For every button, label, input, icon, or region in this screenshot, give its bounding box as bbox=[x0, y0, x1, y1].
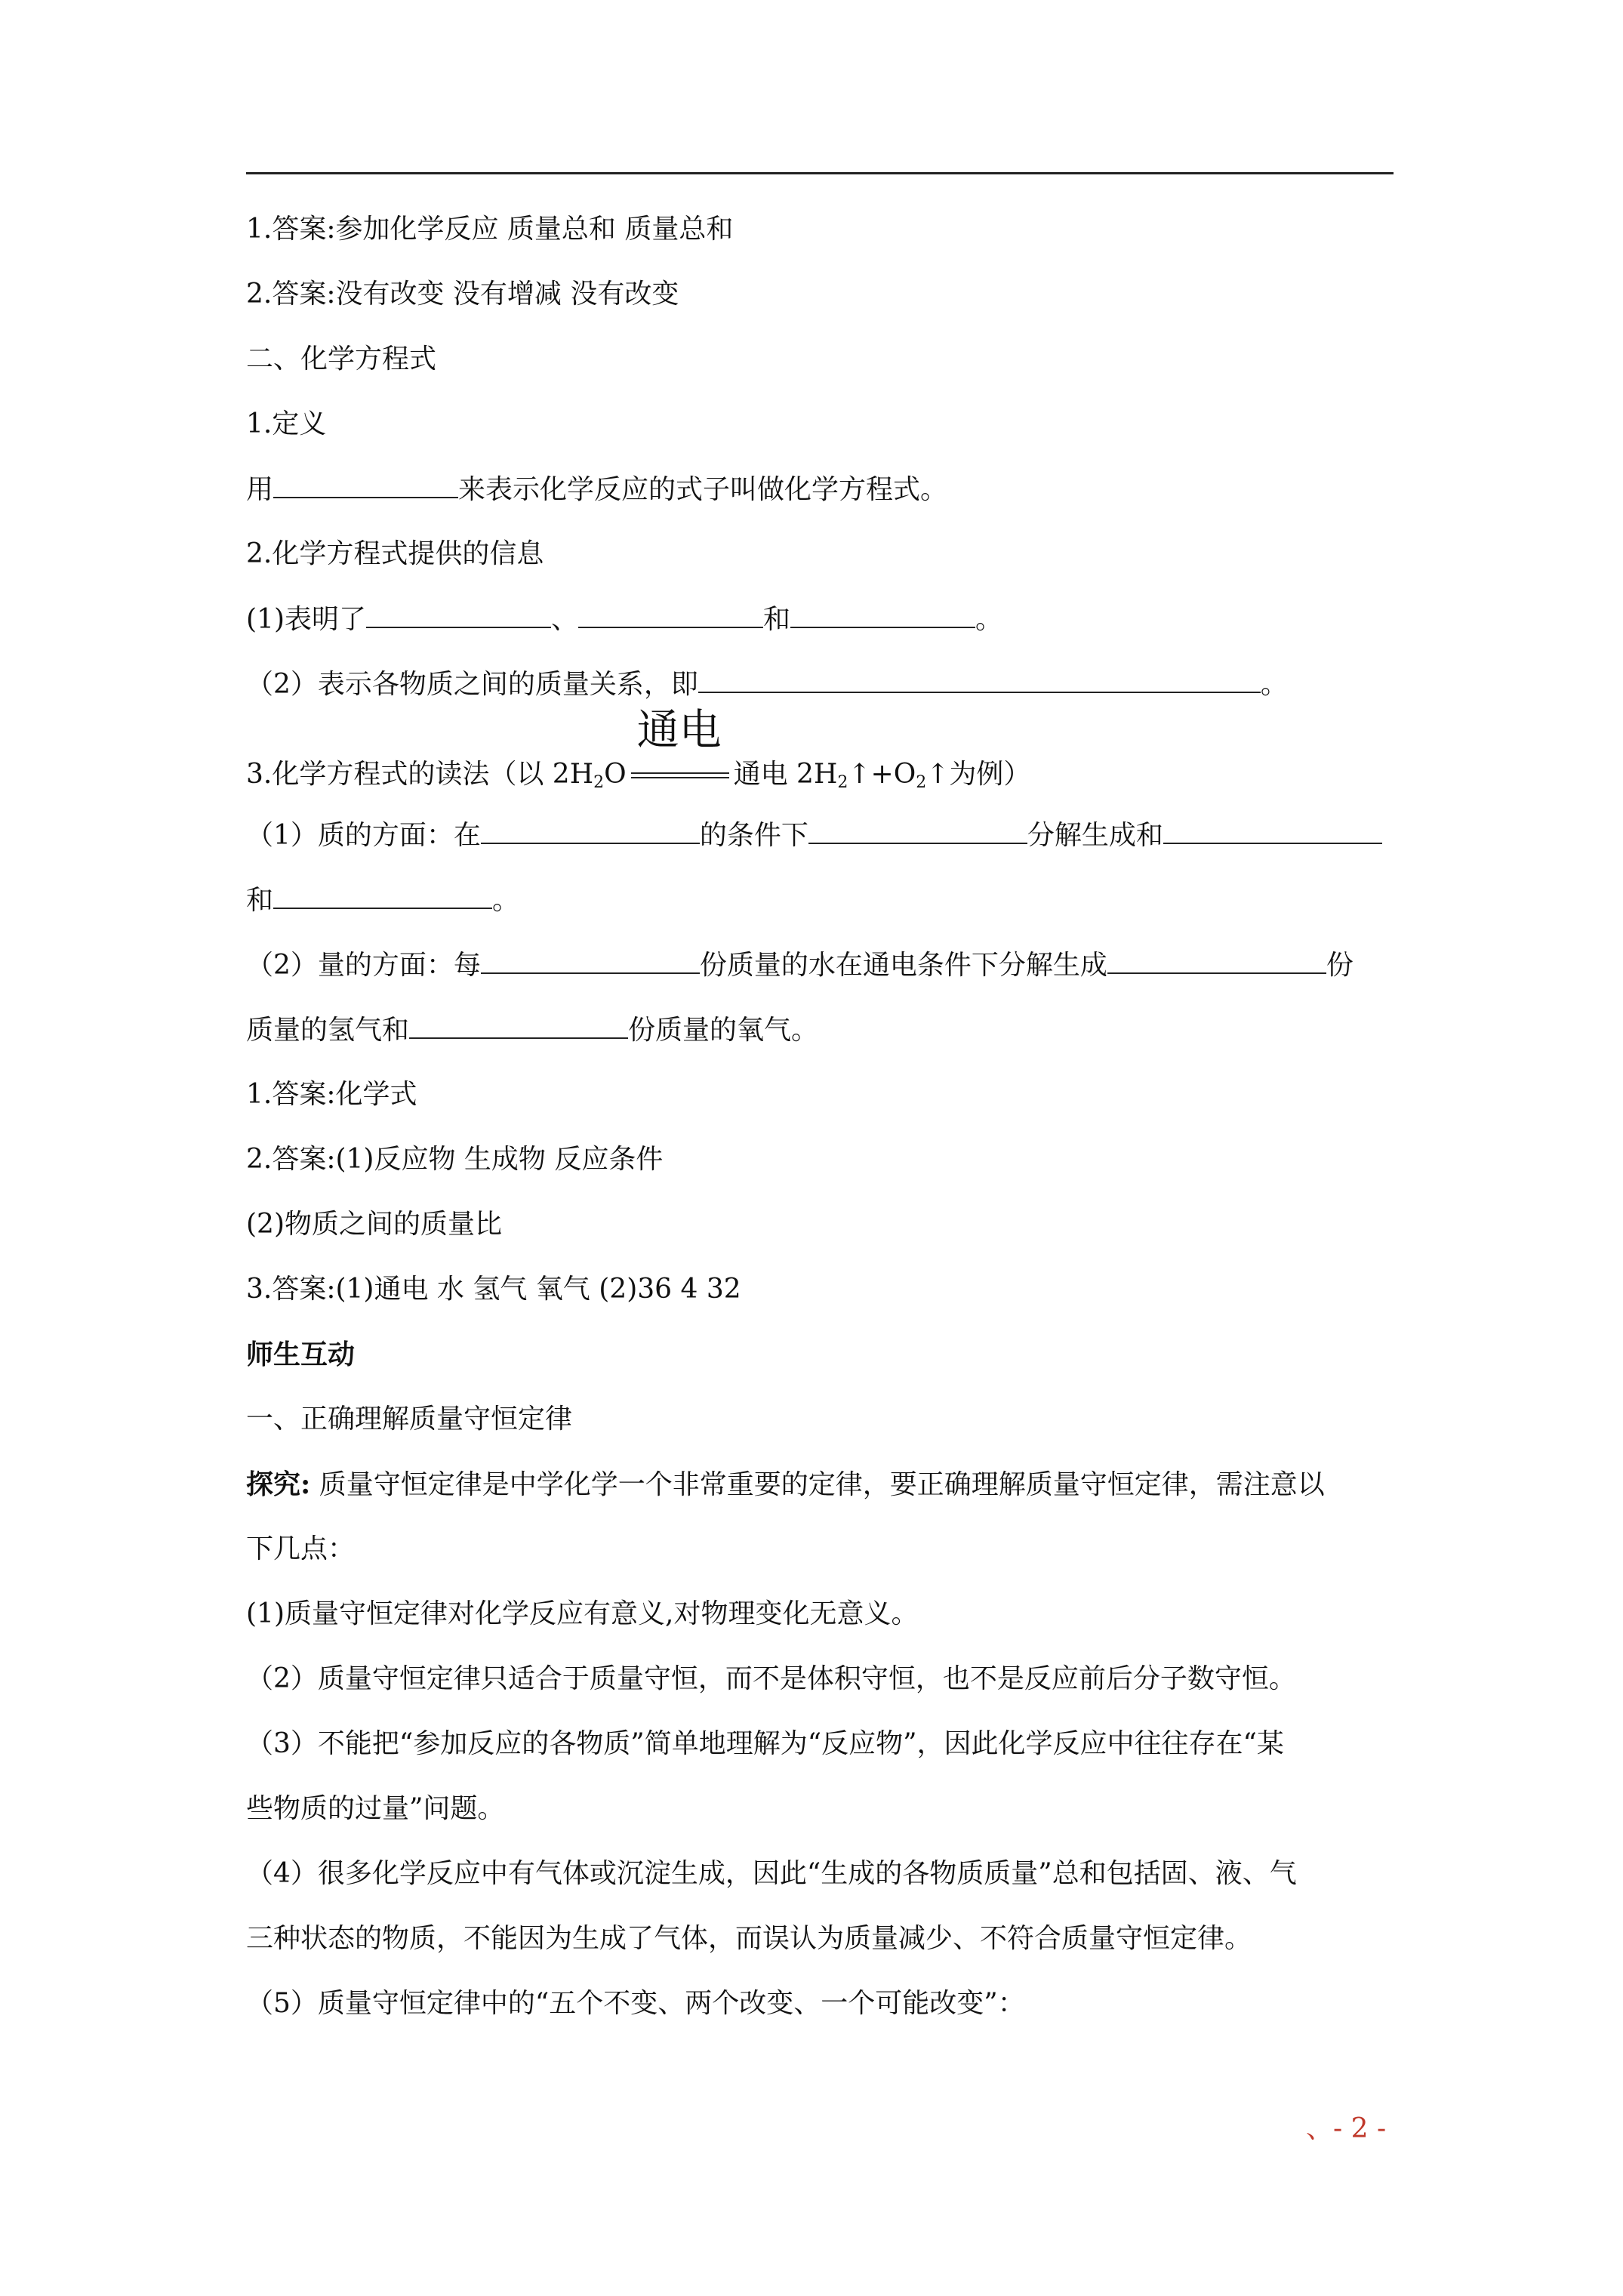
text: 。 bbox=[492, 885, 520, 916]
answer-reading: 3.答案:(1)通电 水 氢气 氧气 (2)36 4 32 bbox=[246, 1274, 741, 1305]
text: （2）表示各物质之间的质量关系，即 bbox=[246, 669, 698, 700]
quantity-line-2 bbox=[246, 1007, 1424, 1052]
text: 3.化学方程式的读法（以 2H bbox=[246, 759, 594, 790]
point-3-line-1: （3）不能把“参加反应的各物质”简单地理解为“反应物”，因此化学反应中往往存在“某 bbox=[246, 1728, 1284, 1759]
answer-info-1: 2.答案:(1)反应物 生成物 反应条件 bbox=[246, 1144, 664, 1175]
answer-info-2: (2)物质之间的质量比 bbox=[246, 1209, 502, 1240]
text: 质量的氢气和 bbox=[246, 1015, 410, 1046]
answer-line-1: 1.答案:参加化学反应 质量总和 质量总和 bbox=[246, 214, 734, 245]
reaction-arrow bbox=[631, 706, 729, 797]
equals-bar-top bbox=[631, 772, 729, 774]
equals-bar-bottom bbox=[631, 777, 729, 778]
text: 的条件下 bbox=[699, 820, 808, 851]
text: 和 bbox=[763, 604, 791, 635]
point-1: (1)质量守恒定律对化学反应有意义,对物理变化无意义。 bbox=[246, 1598, 919, 1629]
text: （2）量的方面：每 bbox=[246, 950, 481, 981]
answer-definition: 1.答案:化学式 bbox=[246, 1079, 417, 1110]
reaction-condition: 通电 bbox=[636, 706, 722, 755]
reading-method-line bbox=[246, 706, 1424, 797]
fill-blank bbox=[273, 877, 492, 909]
text: 质量守恒定律是中学化学一个非常重要的定律，要正确理解质量守恒定律，需注意以 bbox=[310, 1469, 1325, 1500]
text: 份质量的水在通电条件下分解生成 bbox=[699, 950, 1107, 981]
quality-line-1 bbox=[246, 812, 1424, 858]
subscript: 2 bbox=[593, 773, 605, 792]
text: ↑为例） bbox=[926, 759, 1031, 790]
subsection-heading-law: 一、正确理解质量守恒定律 bbox=[246, 1404, 573, 1435]
explore-label: 探究: bbox=[246, 1469, 311, 1500]
fill-blank bbox=[1107, 942, 1326, 974]
text: 份 bbox=[1326, 950, 1354, 981]
fill-blank bbox=[698, 661, 1261, 693]
text: （1）质的方面：在 bbox=[246, 820, 481, 851]
explore-line-1 bbox=[246, 1462, 1424, 1507]
definition-line bbox=[246, 467, 1424, 512]
text: 用 bbox=[246, 474, 274, 505]
text: (1)表明了 bbox=[246, 604, 366, 635]
text: 份质量的氧气。 bbox=[628, 1015, 819, 1046]
point-2: （2）质量守恒定律只适合于质量守恒，而不是体积守恒，也不是反应前后分子数守恒。 bbox=[246, 1663, 1296, 1694]
fill-blank bbox=[790, 596, 975, 628]
quality-line-2 bbox=[246, 877, 1424, 923]
text: 。 bbox=[1260, 669, 1288, 700]
point-4-line-2: 三种状态的物质，不能因为生成了气体，而误认为质量减少、不符合质量守恒定律。 bbox=[246, 1923, 1252, 1954]
fill-blank bbox=[808, 812, 1027, 844]
text: 通电 2H bbox=[733, 759, 838, 790]
subscript: 2 bbox=[837, 773, 848, 792]
text: ↑+O bbox=[848, 759, 916, 790]
info-line-1 bbox=[246, 596, 1424, 642]
text: 来表示化学反应的式子叫做化学方程式。 bbox=[458, 474, 948, 505]
text: 分解生成和 bbox=[1027, 820, 1163, 851]
fill-blank bbox=[273, 467, 458, 498]
fill-blank bbox=[481, 942, 700, 974]
answer-line-2: 2.答案:没有改变 没有增减 没有改变 bbox=[246, 279, 679, 310]
info-line-2 bbox=[246, 661, 1424, 707]
text: 和 bbox=[246, 885, 274, 916]
fill-blank bbox=[481, 812, 700, 844]
page-number: 、- 2 - bbox=[1306, 2113, 1387, 2144]
subheading-info: 2.化学方程式提供的信息 bbox=[246, 538, 544, 569]
quantity-line-1 bbox=[246, 942, 1424, 988]
explore-line-2: 下几点： bbox=[246, 1533, 356, 1564]
fill-blank bbox=[366, 596, 551, 628]
point-3-line-2: 些物质的过量”问题。 bbox=[246, 1793, 505, 1824]
text: 。 bbox=[975, 604, 1003, 635]
text: 、 bbox=[551, 604, 579, 635]
subscript: 2 bbox=[916, 773, 927, 792]
text: O bbox=[604, 759, 627, 790]
point-4-line-1: （4）很多化学反应中有气体或沉淀生成，因此“生成的各物质质量”总和包括固、液、气 bbox=[246, 1858, 1297, 1889]
subheading-definition: 1.定义 bbox=[246, 408, 327, 439]
header-rule bbox=[246, 172, 1394, 174]
fill-blank bbox=[1163, 812, 1382, 844]
point-5: （5）质量守恒定律中的“五个不变、两个改变、一个可能改变”： bbox=[246, 1988, 1025, 2019]
fill-blank bbox=[578, 596, 763, 628]
fill-blank bbox=[409, 1007, 628, 1039]
section-heading-interaction: 师生互动 bbox=[246, 1339, 356, 1370]
section-heading-equation: 二、化学方程式 bbox=[246, 344, 437, 374]
